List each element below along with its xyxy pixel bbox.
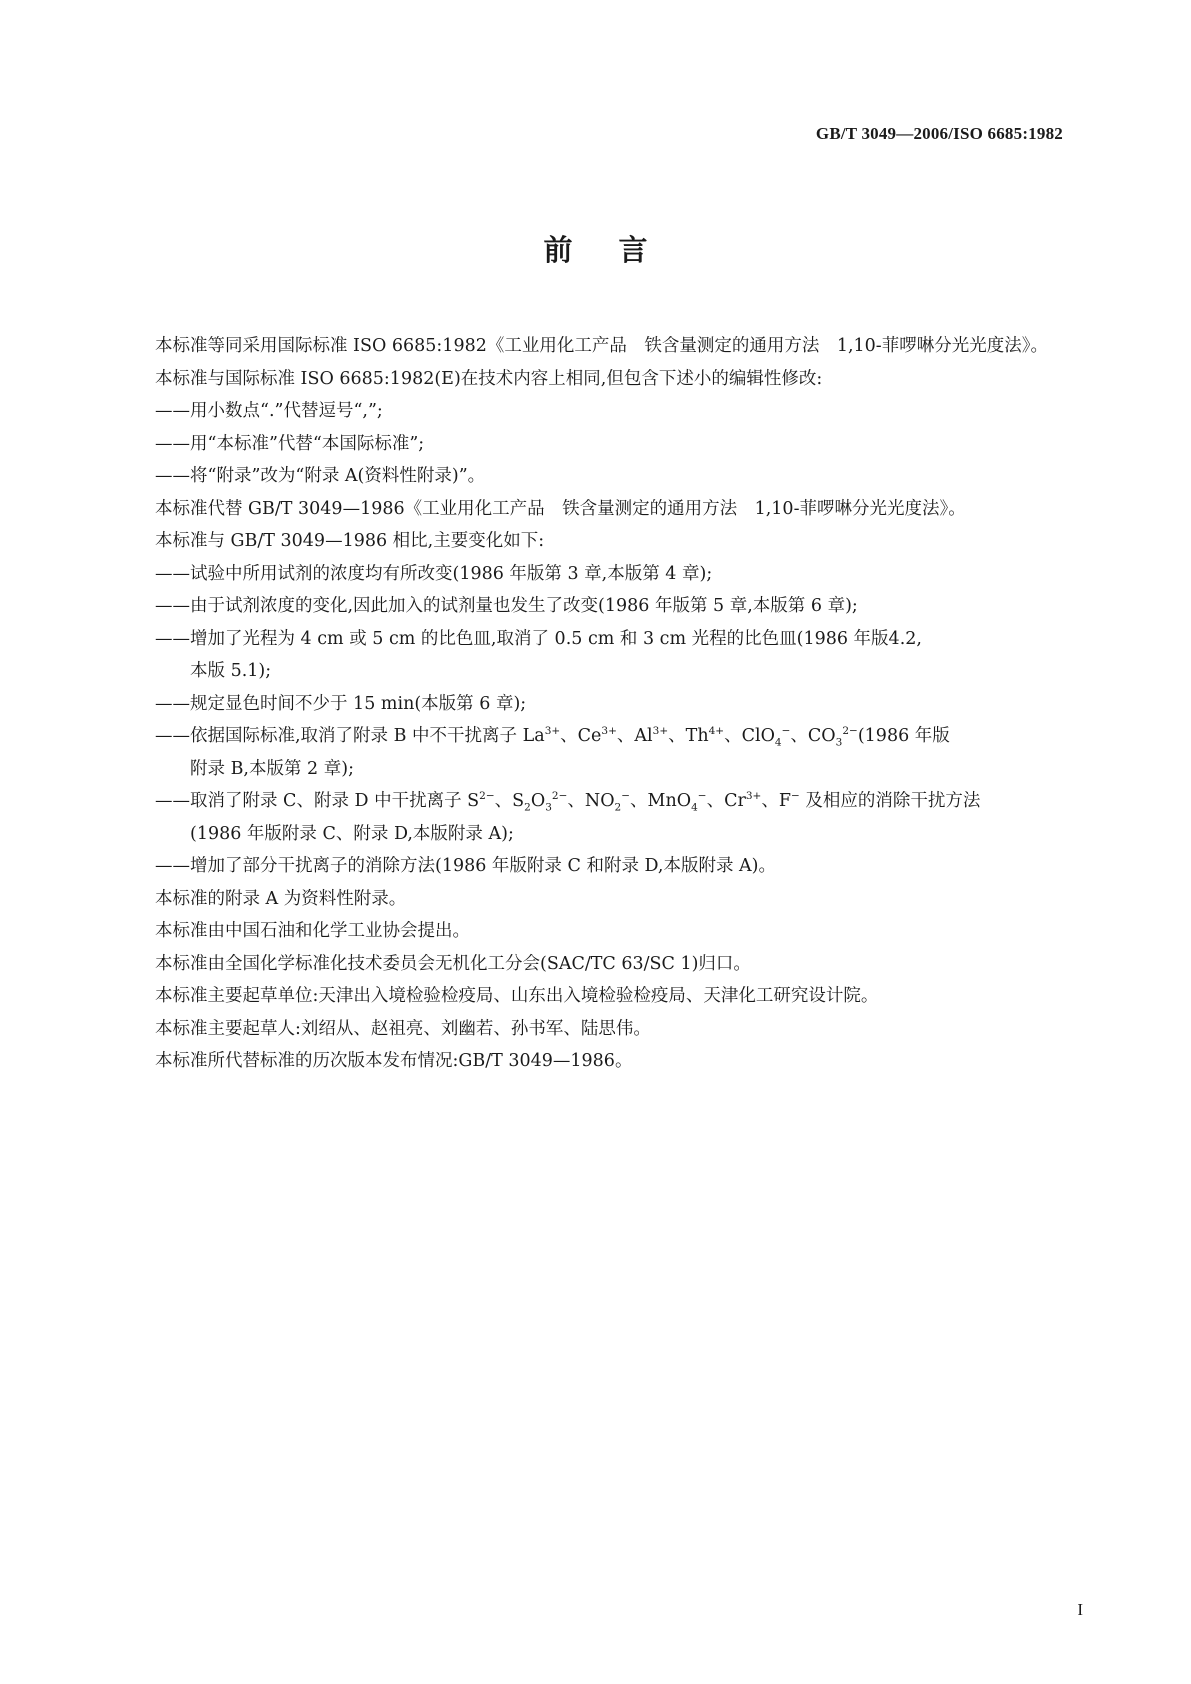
ion-la: $La^{3+}$ <box>522 725 561 746</box>
foreword-body <box>120 330 1064 1078</box>
list-item-suffix: 及相应的消除干扰方法 <box>799 791 981 811</box>
ion-clo4: ClO$_4$− <box>741 725 791 749</box>
paragraph-history: 本标准所代替标准的历次版本发布情况:GB/T 3049—1986。 <box>155 1051 633 1071</box>
list-item: ——试验中所用试剂的浓度均有所改变(1986 年版第 3 章,本版第 4 章); <box>155 563 713 584</box>
ion-no2: $NO_2^-$ <box>584 790 631 814</box>
paragraph-annex: 本标准的附录 A 为资料性附录。 <box>155 888 407 909</box>
ion-mno4: MnO$_4$− <box>647 790 707 814</box>
paragraph-replaces: 本标准代替 GB/T 3049—1986《工业用化工产品 铁含量测定的通用方法 1,10-菲啰啉分光光度法》。 <box>155 498 966 519</box>
list-item-lead: ——取消了附录 C、附录 D 中干扰离子 <box>155 791 468 811</box>
list-item: ——用小数点“.”代替逗号“,”; <box>155 401 383 421</box>
list-item-continuation: 附录 B,本版第 2 章); <box>190 758 354 779</box>
list-item-suffix: (1986 年版 <box>857 726 950 746</box>
ion-f: F− <box>778 790 800 811</box>
list-item-lead: ——依据国际标准,取消了附录 B 中不干扰离子 <box>155 726 523 746</box>
list-item: ——将“附录”改为“附录 A(资料性附录)”。 <box>155 466 486 486</box>
standard-code: GB/T 3049—2006/ISO 6685:1982 <box>815 124 1063 143</box>
ion-al: $Al^{3+}$ <box>634 725 669 746</box>
list-item: ——用“本标准”代替“本国际标准”; <box>155 433 425 454</box>
page-title: 前言 <box>543 233 694 267</box>
page-number: I <box>1077 1600 1083 1619</box>
ion-th: $Th^{4+}$ <box>685 725 725 746</box>
ion-cr: $Cr^{3+}$ <box>724 790 762 811</box>
ion-co3: $CO_3^{2-}$ <box>807 725 858 749</box>
list-item: ——由于试剂浓度的变化,因此加入的试剂量也发生了改变(1986 年版第 5 章,本版第 6 章); <box>155 596 858 616</box>
ion-ce: $Ce^{3+}$ <box>577 725 617 746</box>
paragraph-drafting-units: 本标准主要起草单位:天津出入境检验检疫局、山东出入境检验检疫局、天津化工研究设计院。 <box>155 986 879 1006</box>
list-item-lead: ——增加了光程为 4 cm 或 5 cm 的比色皿,取消了 0.5 cm 和 3 cm 光程的比色皿(1986 年版4.2, <box>155 628 922 649</box>
list-item: ——增加了部分干扰离子的消除方法(1986 年版附录 C 和附录 D,本版附录 A)。 <box>155 856 777 876</box>
paragraph-editorial-changes: 本标准与国际标准 ISO 6685:1982(E)在技术内容上相同,但包含下述小的编辑性修改: <box>155 368 823 389</box>
paragraph-drafters: 本标准主要起草人:刘绍从、赵祖亮、刘幽若、孙书军、陆思伟。 <box>155 1018 651 1039</box>
ion-s: $S^{2-}$ <box>467 790 495 811</box>
list-item: ——规定显色时间不少于 15 min(本版第 6 章); <box>155 693 527 714</box>
list-item-interfering-ions: ——取消了附录 C、附录 D 中干扰离子 $S^{2-}$、$S_2O_3^{2-}$、$NO_2^-$、MnO$_4$−、$Cr^{3+}$、F− 及相应的消除干扰方法 (1986 年版附录 C、附录 D,本版附录 A); <box>120 785 1064 850</box>
list-item-non-interfering-ions: ——依据国际标准,取消了附录 B 中不干扰离子 $La^{3+}$、$Ce^{3+}$、$Al^{3+}$、$Th^{4+}$、ClO$_4$−、$CO_3^{2-}(1986$ 年版 附录 B,本版第 2 章); <box>120 720 1064 785</box>
list-item <box>120 623 1064 688</box>
paragraph-committee: 本标准由全国化学标准化技术委员会无机化工分会(SAC/TC 63/SC 1)归口。 <box>155 953 751 974</box>
paragraph-main-changes: 本标准与 GB/T 3049—1986 相比,主要变化如下: <box>155 531 545 551</box>
ion-s2o3: $S_2O_3^{2-}$ <box>512 790 568 814</box>
list-item-continuation: 本版 5.1); <box>190 661 272 681</box>
list-item-continuation: (1986 年版附录 C、附录 D,本版附录 A); <box>190 823 514 844</box>
paragraph-proposer: 本标准由中国石油和化学工业协会提出。 <box>155 921 470 941</box>
paragraph-adoption: 本标准等同采用国际标准 ISO 6685:1982《工业用化工产品 铁含量测定的通用方法 1,10-菲啰啉分光光度法》。 <box>155 336 1048 356</box>
